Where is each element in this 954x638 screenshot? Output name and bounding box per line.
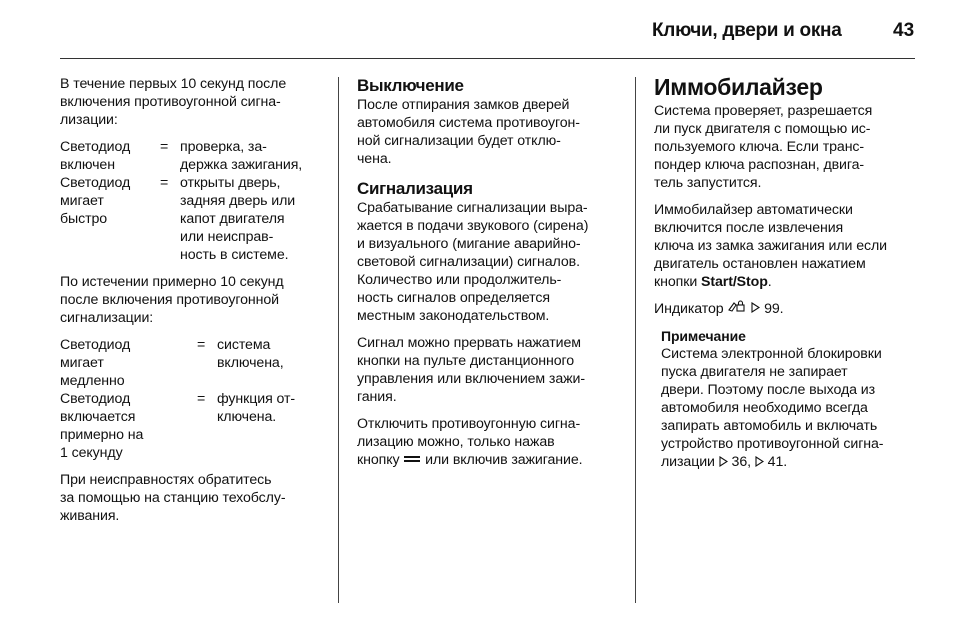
start-stop-button-label: Start/Stop — [701, 274, 768, 290]
fault-paragraph: При неисправностях обратитесь за помощью на станцию техобслу- живания. — [60, 472, 286, 524]
immobilizer-text: Иммобилайзер автоматически включится после извлечения ключа из замка зажигания или если двигатель остановлен нажатием кнопки — [654, 202, 887, 290]
section-heading-off: Выключение — [357, 76, 464, 95]
led-state: Светодиод включен — [60, 139, 131, 173]
led-meaning: функция от- ключена. — [217, 391, 296, 425]
note-text: Система электронной блокировки пуска двигателя не запирает двери. Поэтому после выхода из автомобиля необходимо всегда запирать автомобиль и включать устройство противоугонной сигна- лизации — [661, 346, 884, 471]
after-10-seconds-paragraph: По истечении примерно 10 секунд после включения противоугонной сигнализации: — [60, 274, 284, 326]
arrow-ref-icon — [755, 454, 764, 472]
arrow-ref-icon — [751, 300, 760, 318]
page-number: 43 — [893, 20, 915, 41]
led-state: Светодиод мигает медленно — [60, 337, 131, 389]
alarm-paragraph: Срабатывание сигнализации выра- жается в подачи звукового (сирена) и визуального (мигание аварийно- световой сигнализации) сигналов. Количество или продолжитель- ность сигналов определяется местным законодательством. — [357, 200, 589, 324]
equals-sign: = — [160, 175, 169, 191]
disable-text-start: Отключить противоугонную сигна- лизацию можно, только нажав кнопку — [357, 416, 581, 468]
arrow-ref-icon — [719, 454, 728, 472]
note-page-ref: 41. — [763, 454, 788, 471]
lock-button-icon — [403, 451, 421, 469]
column-left — [60, 75, 328, 534]
lock-key-icon — [727, 300, 747, 318]
note-paragraph — [661, 345, 920, 471]
indicator-line — [654, 300, 920, 318]
led-meaning: открыты дверь, задняя дверь или капот двигателя или неисправ- ность в системе. — [180, 175, 296, 263]
section-heading-alarm: Сигнализация — [357, 179, 473, 198]
header-title: Ключи, двери и окна — [652, 20, 842, 41]
immobilizer-paragraph-1: Система проверяет, разрешается ли пуск двигателя с помощью ис- пользуемого ключа. Если транс- пондер ключа распознан, двига- тель запустится. — [654, 103, 873, 191]
equals-sign: = — [160, 139, 169, 155]
led-table-second — [60, 336, 328, 462]
indicator-page-ref: 99. — [760, 301, 784, 317]
note-page-ref: 36, — [727, 454, 755, 471]
led-meaning: проверка, за- держка зажигания, — [180, 139, 303, 173]
led-state: Светодиод мигает быстро — [60, 175, 131, 227]
led-state: Светодиод включается примерно на 1 секунду — [60, 391, 144, 461]
section-title-immobilizer: Иммобилайзер — [654, 74, 823, 100]
indicator-label: Индикатор — [654, 301, 728, 317]
column-middle — [357, 75, 619, 478]
disable-text-end: или включив зажигание. — [421, 452, 583, 468]
disable-paragraph — [357, 415, 619, 469]
equals-sign: = — [197, 391, 206, 407]
off-paragraph: После отпирания замков дверей автомобиля система противоугон- ной сигнализации будет отклю- чена. — [357, 97, 580, 167]
header-rule — [60, 58, 915, 59]
column-right — [654, 75, 920, 481]
note-block — [654, 327, 920, 471]
note-heading: Примечание — [661, 328, 746, 345]
equals-sign: = — [197, 337, 206, 353]
immobilizer-paragraph-2 — [654, 201, 920, 291]
led-table-first — [60, 138, 328, 264]
interrupt-paragraph: Сигнал можно прервать нажатием кнопки на пульте дистанционного управления или включением зажи- гания. — [357, 335, 585, 405]
led-meaning: система включена, — [217, 337, 284, 371]
column-divider — [635, 77, 636, 603]
column-divider — [338, 77, 339, 603]
intro-paragraph: В течение первых 10 секунд после включения противоугонной сигна- лизации: — [60, 76, 287, 128]
sentence-end: . — [767, 274, 772, 290]
